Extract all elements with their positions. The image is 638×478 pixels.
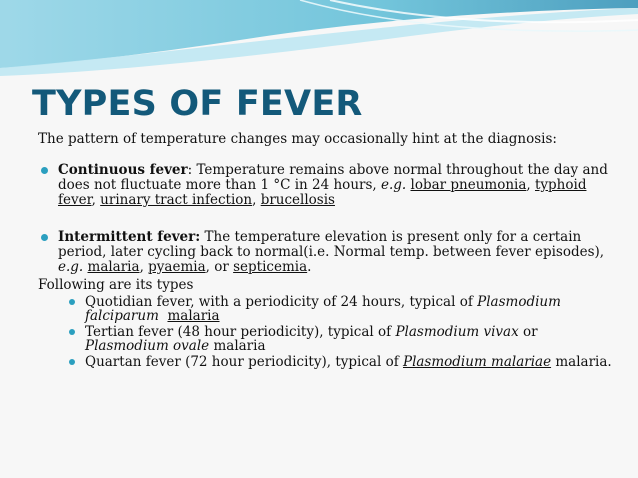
list-item-tertian	[66, 325, 618, 353]
quartan-end: malaria.	[551, 354, 612, 370]
quotidian-text: Quotidian fever, with a periodicity of 24 hours, typical of	[85, 294, 478, 310]
bullet-intermittent-fever: Intermittent fever: The temperature elevation is present only for a certain period, later cycling back to normal(i.e. Normal temp. between fever episodes), e.g. malaria, pyaemia, or septicemia.	[38, 230, 618, 275]
slide-title: TYPES OF FEVER	[32, 84, 363, 124]
bullet-continuous-fever: Continuous fever: Temperature remains above normal throughout the day and does not fluctuate more than 1 °C in 24 hours, e.g. lobar pneumonia, typhoid fever, urinary tract infection, brucellosis	[38, 163, 618, 208]
bullet-icon	[41, 234, 48, 241]
species-vivax: Plasmodium vivax	[395, 324, 519, 340]
eg-label: e.g.	[58, 259, 84, 275]
tertian-text: Tertian fever (48 hour periodicity), typical of	[85, 324, 396, 340]
bullet-icon	[69, 299, 75, 305]
intro-text: The pattern of temperature changes may occasionally hint at the diagnosis:	[38, 131, 557, 147]
or-text: or	[214, 259, 229, 275]
bullet-icon	[69, 329, 75, 335]
link-malaria[interactable]: malaria	[87, 259, 140, 275]
link-septicemia[interactable]: septicemia	[233, 259, 308, 275]
species-ovale: Plasmodium ovale	[85, 338, 210, 354]
bullet-icon	[41, 167, 48, 174]
term-continuous: Continuous fever	[58, 162, 188, 178]
bullet-icon	[69, 359, 75, 365]
link-lobar-pneumonia[interactable]: lobar pneumonia	[410, 177, 527, 193]
slide-body	[38, 132, 618, 369]
fever-types-list	[38, 295, 618, 369]
link-brucellosis[interactable]: brucellosis	[260, 192, 335, 208]
list-item-quotidian	[66, 295, 618, 323]
link-uti[interactable]: urinary tract infection	[100, 192, 253, 208]
link-malaria-quotidian[interactable]: malaria	[167, 308, 220, 324]
link-typhoid-fever[interactable]: typhoid fever	[58, 177, 587, 208]
term-intermittent: Intermittent fever:	[58, 229, 201, 245]
following-types-label: Following are its types	[38, 277, 194, 293]
species-falciparum: Plasmodium falciparum	[85, 294, 561, 324]
link-pyaemia[interactable]: pyaemia	[148, 259, 206, 275]
eg-label: e.g.	[380, 177, 407, 193]
intermittent-text: The temperature elevation is present only for a certain period, later cycling back to normal(i.e. Normal temp. between fever episodes),	[58, 229, 605, 260]
list-item-quartan	[66, 355, 618, 369]
tertian-end: malaria	[209, 338, 266, 354]
link-plasmodium-malariae[interactable]: Plasmodium malariae	[402, 354, 552, 370]
header-swoosh-decoration	[0, 0, 638, 80]
continuous-text: : Temperature remains above normal throughout the day and does not fluctuate more than 1 °C in 24 hours,	[58, 162, 608, 193]
tertian-or: or	[518, 324, 538, 340]
quartan-text: Quartan fever (72 hour periodicity), typical of	[85, 354, 403, 370]
